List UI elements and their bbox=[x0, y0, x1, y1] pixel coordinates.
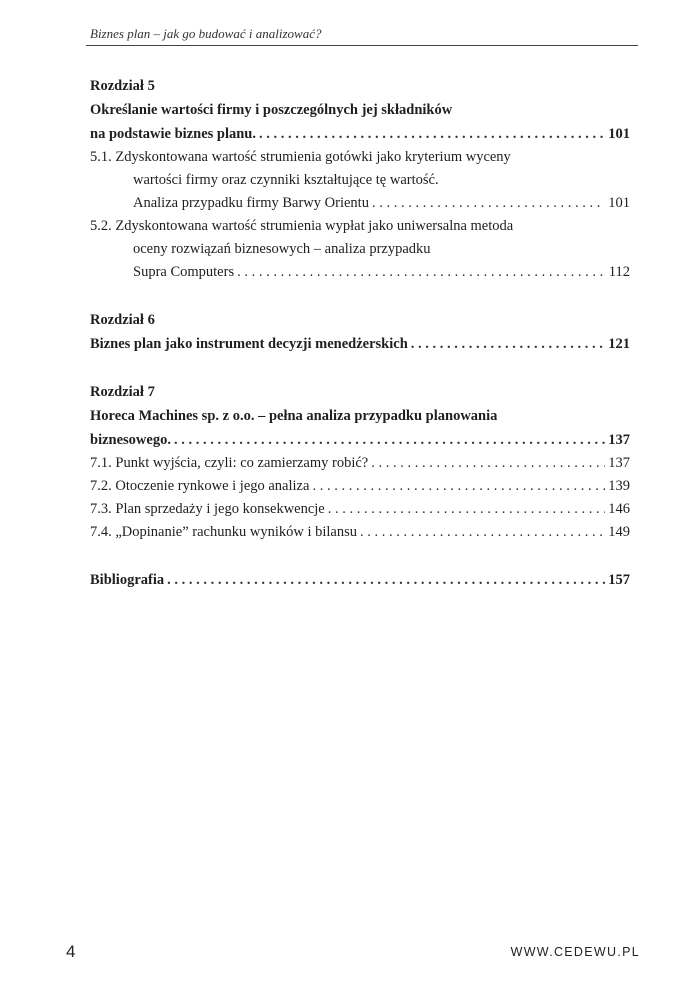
section-7-1-page: 137 bbox=[608, 455, 630, 471]
leader-dots bbox=[360, 521, 605, 544]
leader-dots bbox=[237, 261, 606, 284]
chapter-7-page: 137 bbox=[608, 432, 630, 448]
leader-dots bbox=[372, 192, 605, 215]
section-7-4-entry[interactable] bbox=[90, 521, 630, 544]
table-of-contents bbox=[90, 74, 630, 592]
chapter-6 bbox=[90, 308, 630, 356]
chapter-5-label: Rozdział 5 bbox=[90, 78, 155, 94]
section-7-3-entry[interactable] bbox=[90, 498, 630, 521]
section-5-1-entry[interactable] bbox=[90, 192, 630, 215]
leader-dots bbox=[312, 475, 605, 498]
chapter-5-page: 101 bbox=[608, 126, 630, 142]
chapter-7-label: Rozdział 7 bbox=[90, 384, 155, 400]
section-5-2-line2: oceny rozwiązań biznesowych – analiza przypadku bbox=[133, 241, 431, 257]
chapter-7-title-entry[interactable] bbox=[90, 428, 630, 452]
section-7-3-text: 7.3. Plan sprzedaży i jego konsekwencje bbox=[90, 501, 325, 517]
chapter-7-title-line1: Horeca Machines sp. z o.o. – pełna analiza przypadku planowania bbox=[90, 408, 498, 424]
section-5-1-line3: Analiza przypadku firmy Barwy Orientu bbox=[133, 195, 369, 211]
bibliography-entry[interactable] bbox=[90, 568, 630, 592]
chapter-5-title-line2: na podstawie biznes planu. bbox=[90, 126, 256, 142]
section-5-1-line1[interactable]: 5.1. Zdyskontowana wartość strumienia gotówki jako kryterium wyceny bbox=[90, 149, 511, 165]
section-5-2-line1[interactable]: 5.2. Zdyskontowana wartość strumienia wypłat jako uniwersalna metoda bbox=[90, 218, 514, 234]
leader-dots bbox=[167, 568, 605, 592]
section-7-1-text: 7.1. Punkt wyjścia, czyli: co zamierzamy robić? bbox=[90, 455, 369, 471]
section-7-4-page: 149 bbox=[608, 524, 630, 540]
section-7-4-text: 7.4. „Dopinanie” rachunku wyników i bilansu bbox=[90, 524, 357, 540]
chapter-6-title: Biznes plan jako instrument decyzji menedżerskich bbox=[90, 336, 408, 352]
section-5-1-page: 101 bbox=[608, 195, 630, 211]
section-7-2-page: 139 bbox=[608, 478, 630, 494]
spacer bbox=[90, 356, 630, 380]
chapter-5-title-line1: Określanie wartości firmy i poszczególnych jej składników bbox=[90, 102, 453, 118]
leader-dots bbox=[411, 332, 605, 356]
section-5-1-line2: wartości firmy oraz czynniki kształtujące tę wartość. bbox=[133, 172, 439, 188]
section-7-3-page: 146 bbox=[608, 501, 630, 517]
section-5-2-line3: Supra Computers bbox=[133, 264, 235, 280]
section-5-2-page: 112 bbox=[608, 264, 630, 280]
spacer bbox=[90, 284, 630, 308]
chapter-6-label: Rozdział 6 bbox=[90, 312, 155, 328]
leader-dots bbox=[328, 498, 606, 521]
section-7-2-text: 7.2. Otoczenie rynkowe i jego analiza bbox=[90, 478, 310, 494]
running-header: Biznes plan – jak go budować i analizować? bbox=[90, 26, 322, 41]
bibliography-title: Bibliografia bbox=[90, 572, 165, 588]
chapter-6-title-entry[interactable] bbox=[90, 332, 630, 356]
chapter-6-page: 121 bbox=[608, 336, 630, 352]
chapter-5 bbox=[90, 74, 630, 284]
header-rule bbox=[86, 45, 638, 46]
leader-dots bbox=[371, 452, 605, 475]
page-number: 4 bbox=[66, 942, 76, 961]
chapter-7 bbox=[90, 380, 630, 544]
chapter-5-title-entry[interactable] bbox=[90, 122, 630, 146]
section-5-2-entry[interactable] bbox=[90, 261, 630, 284]
section-7-2-entry[interactable] bbox=[90, 475, 630, 498]
spacer bbox=[90, 544, 630, 568]
leader-dots bbox=[174, 428, 605, 452]
leader-dots bbox=[259, 122, 605, 146]
bibliography-page: 157 bbox=[608, 572, 630, 588]
chapter-7-title-line2: biznesowego. bbox=[90, 432, 171, 448]
section-7-1-entry[interactable] bbox=[90, 452, 630, 475]
publisher-url[interactable]: WWW.CEDEWU.PL bbox=[510, 945, 640, 959]
